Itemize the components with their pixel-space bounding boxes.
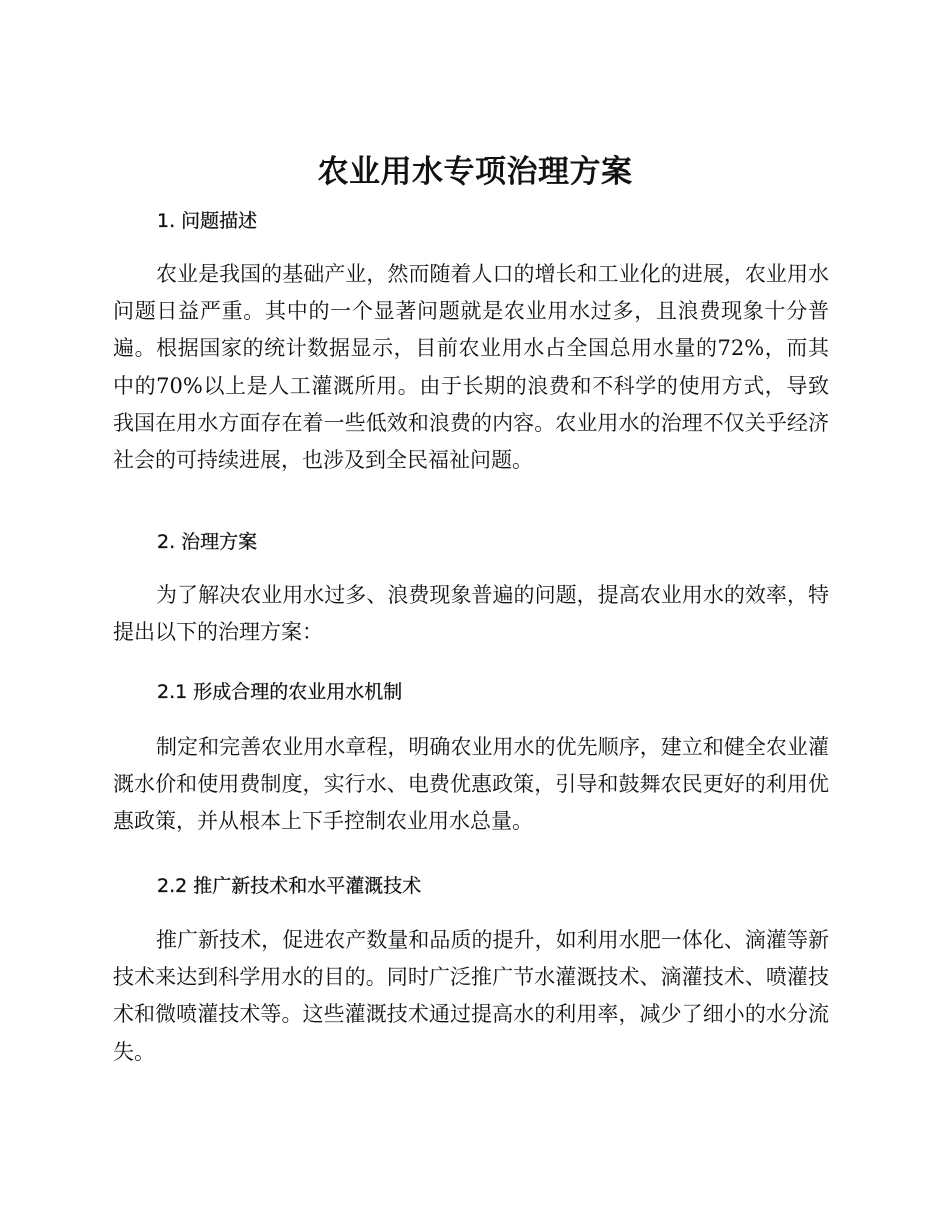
section-heading-irrigation-technology: 2.2 推广新技术和水平灌溉技术 [157, 875, 422, 897]
section-body-problem-description: 农业是我国的基础产业，然而随着人口的增长和工业化的进展，农业用水问题日益严重。其中的一个显著问题就是农业用水过多，且浪费现象十分普遍。根据国家的统计数据显示，目前农业用水占全国总用水量的72%，而其中的70%以上是人工灌溉所用。由于长期的浪费和不科学的使用方式，导致我国在用水方面存在着一些低效和浪费的内容。农业用水的治理不仅关乎经济社会的可持续进展，也涉及到全民福祉问题。 [113, 262, 829, 473]
section-heading-governance-plan: 2. 治理方案 [157, 531, 258, 553]
section-body-governance-plan: 为了解决农业用水过多、浪费现象普遍的问题，提高农业用水的效率，特提出以下的治理方案： [113, 583, 829, 645]
section-heading-problem-description: 1. 问题描述 [157, 210, 258, 232]
document-title: 农业用水专项治理方案 [317, 154, 633, 190]
section-heading-water-mechanism: 2.1 形成合理的农业用水机制 [157, 681, 403, 703]
section-body-irrigation-technology: 推广新技术，促进农产数量和品质的提升，如利用水肥一体化、滴灌等新技术来达到科学用水的目的。同时广泛推广节水灌溉技术、滴灌技术、喷灌技术和微喷灌技术等。这些灌溉技术通过提高水的利用率，减少了细小的水分流失。 [113, 928, 829, 1064]
section-body-water-mechanism: 制定和完善农业用水章程，明确农业用水的优先顺序，建立和健全农业灌溉水价和使用费制度，实行水、电费优惠政策，引导和鼓舞农民更好的利用优惠政策，并从根本上下手控制农业用水总量。 [113, 735, 829, 834]
